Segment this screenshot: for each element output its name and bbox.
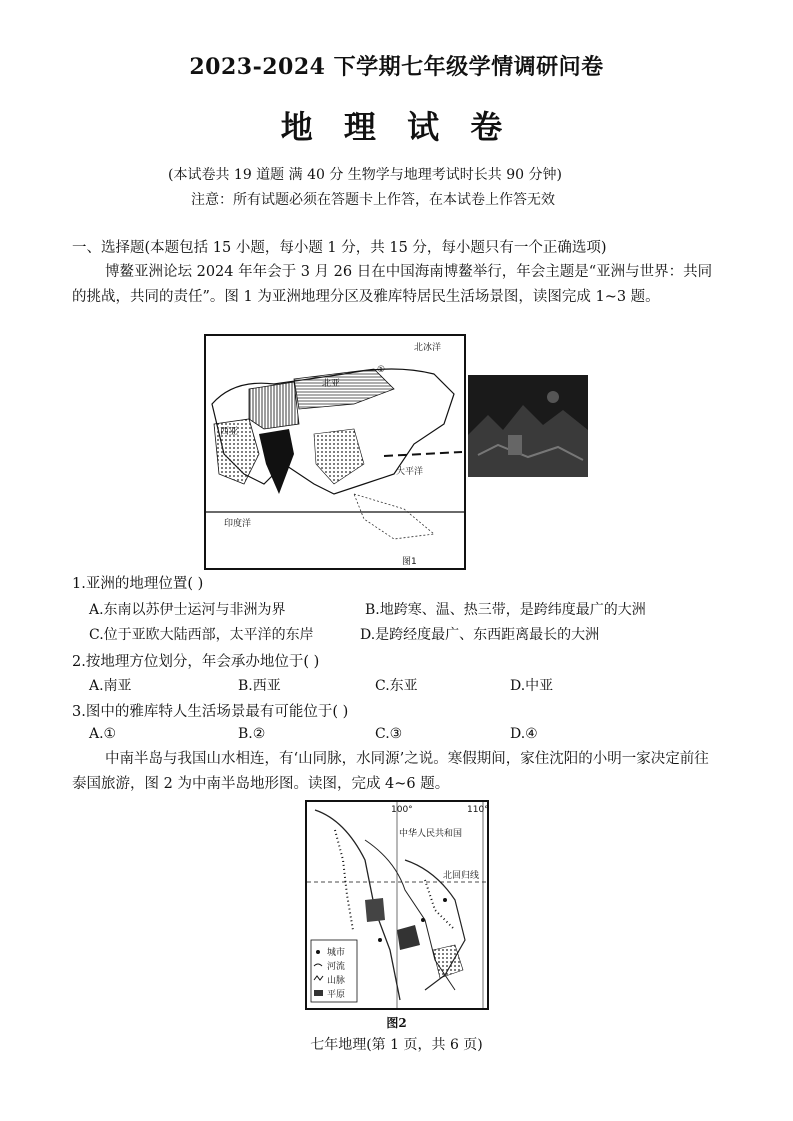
yakut-life-photo	[468, 375, 588, 477]
longitude-100-label: 100°	[391, 805, 413, 815]
exam-title: 2023-2024 下学期七年级学情调研问卷	[189, 54, 604, 80]
q3-option-d[interactable]: D.④	[510, 726, 538, 742]
longitude-110-label: 110°	[467, 805, 489, 815]
china-label: 中华人民共和国	[399, 829, 463, 839]
q1-option-b[interactable]: B.地跨寒、温、热三带，是跨纬度最广的大洲	[365, 602, 646, 618]
q1-option-d[interactable]: D.是跨经度最广、东西距离最长的大洲	[360, 627, 600, 643]
intro-paragraph-2: 中南半岛与我国山水相连，有‘山同脉，水同源’之说。寒假期间，家住沈阳的小明一家决定前往泰国旅游，图 2 为中南半岛地形图。读图，完成 4~6 题。	[72, 751, 709, 792]
q2-option-b[interactable]: B.西亚	[238, 678, 281, 694]
intro-paragraph-1: 博鳌亚洲论坛 2024 年年会于 3 月 26 日在中国海南博鳌举行，年会主题是“亚洲与世界：共同的挑战，共同的责任”。图 1 为亚洲地理分区及雅库特居民生活场景图，读图完成 1~3 题。	[72, 264, 713, 305]
legend-city: 城市	[327, 948, 346, 958]
legend-mountain: 山脉	[327, 976, 346, 986]
asia-regions-map	[204, 334, 466, 570]
arctic-ocean-label: 北冰洋	[414, 343, 442, 353]
central-asia-region	[249, 382, 299, 429]
q3-option-c[interactable]: C.③	[375, 726, 403, 742]
indian-ocean-label: 印度洋	[224, 519, 252, 529]
tropic-of-cancer-label: 北回归线	[443, 871, 480, 881]
q1-option-c[interactable]: C.位于亚欧大陆西部，太平洋的东岸	[89, 627, 314, 643]
section-heading: 一、选择题(本题包括 15 小题，每小题 1 分，共 15 分，每小题只有一个正确选项)	[72, 240, 607, 256]
west-asia-label: 西亚	[220, 427, 239, 437]
question-1-stem: 1.亚洲的地理位置( )	[72, 576, 204, 592]
q1-option-a[interactable]: A.东南以苏伊士运河与非洲为界	[89, 602, 286, 618]
subject-title: 地 理 试 卷	[280, 108, 513, 146]
q2-option-c[interactable]: C.东亚	[375, 678, 418, 694]
north-asia-label: 北亚	[322, 379, 341, 389]
question-3-stem: 3.图中的雅库特人生活场景最有可能位于( )	[72, 704, 349, 720]
figure2-caption: 图2	[386, 1016, 407, 1030]
legend-plain: 平原	[327, 990, 346, 1000]
q2-option-a[interactable]: A.南亚	[89, 678, 132, 694]
question-2-stem: 2.按地理方位划分，年会承办地位于( )	[72, 654, 320, 670]
indochina-terrain-map	[305, 800, 489, 1010]
marker-1-label: ①	[377, 365, 386, 375]
page-footer: 七年地理(第 1 页，共 6 页)	[310, 1037, 483, 1053]
q2-option-d[interactable]: D.中亚	[510, 678, 554, 694]
answer-notice: 注意：所有试题必须在答题卡上作答，在本试卷上作答无效	[191, 192, 555, 208]
q3-option-b[interactable]: B.②	[238, 726, 266, 742]
pacific-ocean-label: 大平洋	[396, 467, 424, 477]
q3-option-a[interactable]: A.①	[89, 726, 117, 742]
figure1-caption: 图1	[402, 557, 417, 567]
exam-info-note: (本试卷共 19 道题 满 40 分 生物学与地理考试时长共 90 分钟)	[168, 167, 562, 183]
legend-river: 河流	[327, 962, 346, 972]
